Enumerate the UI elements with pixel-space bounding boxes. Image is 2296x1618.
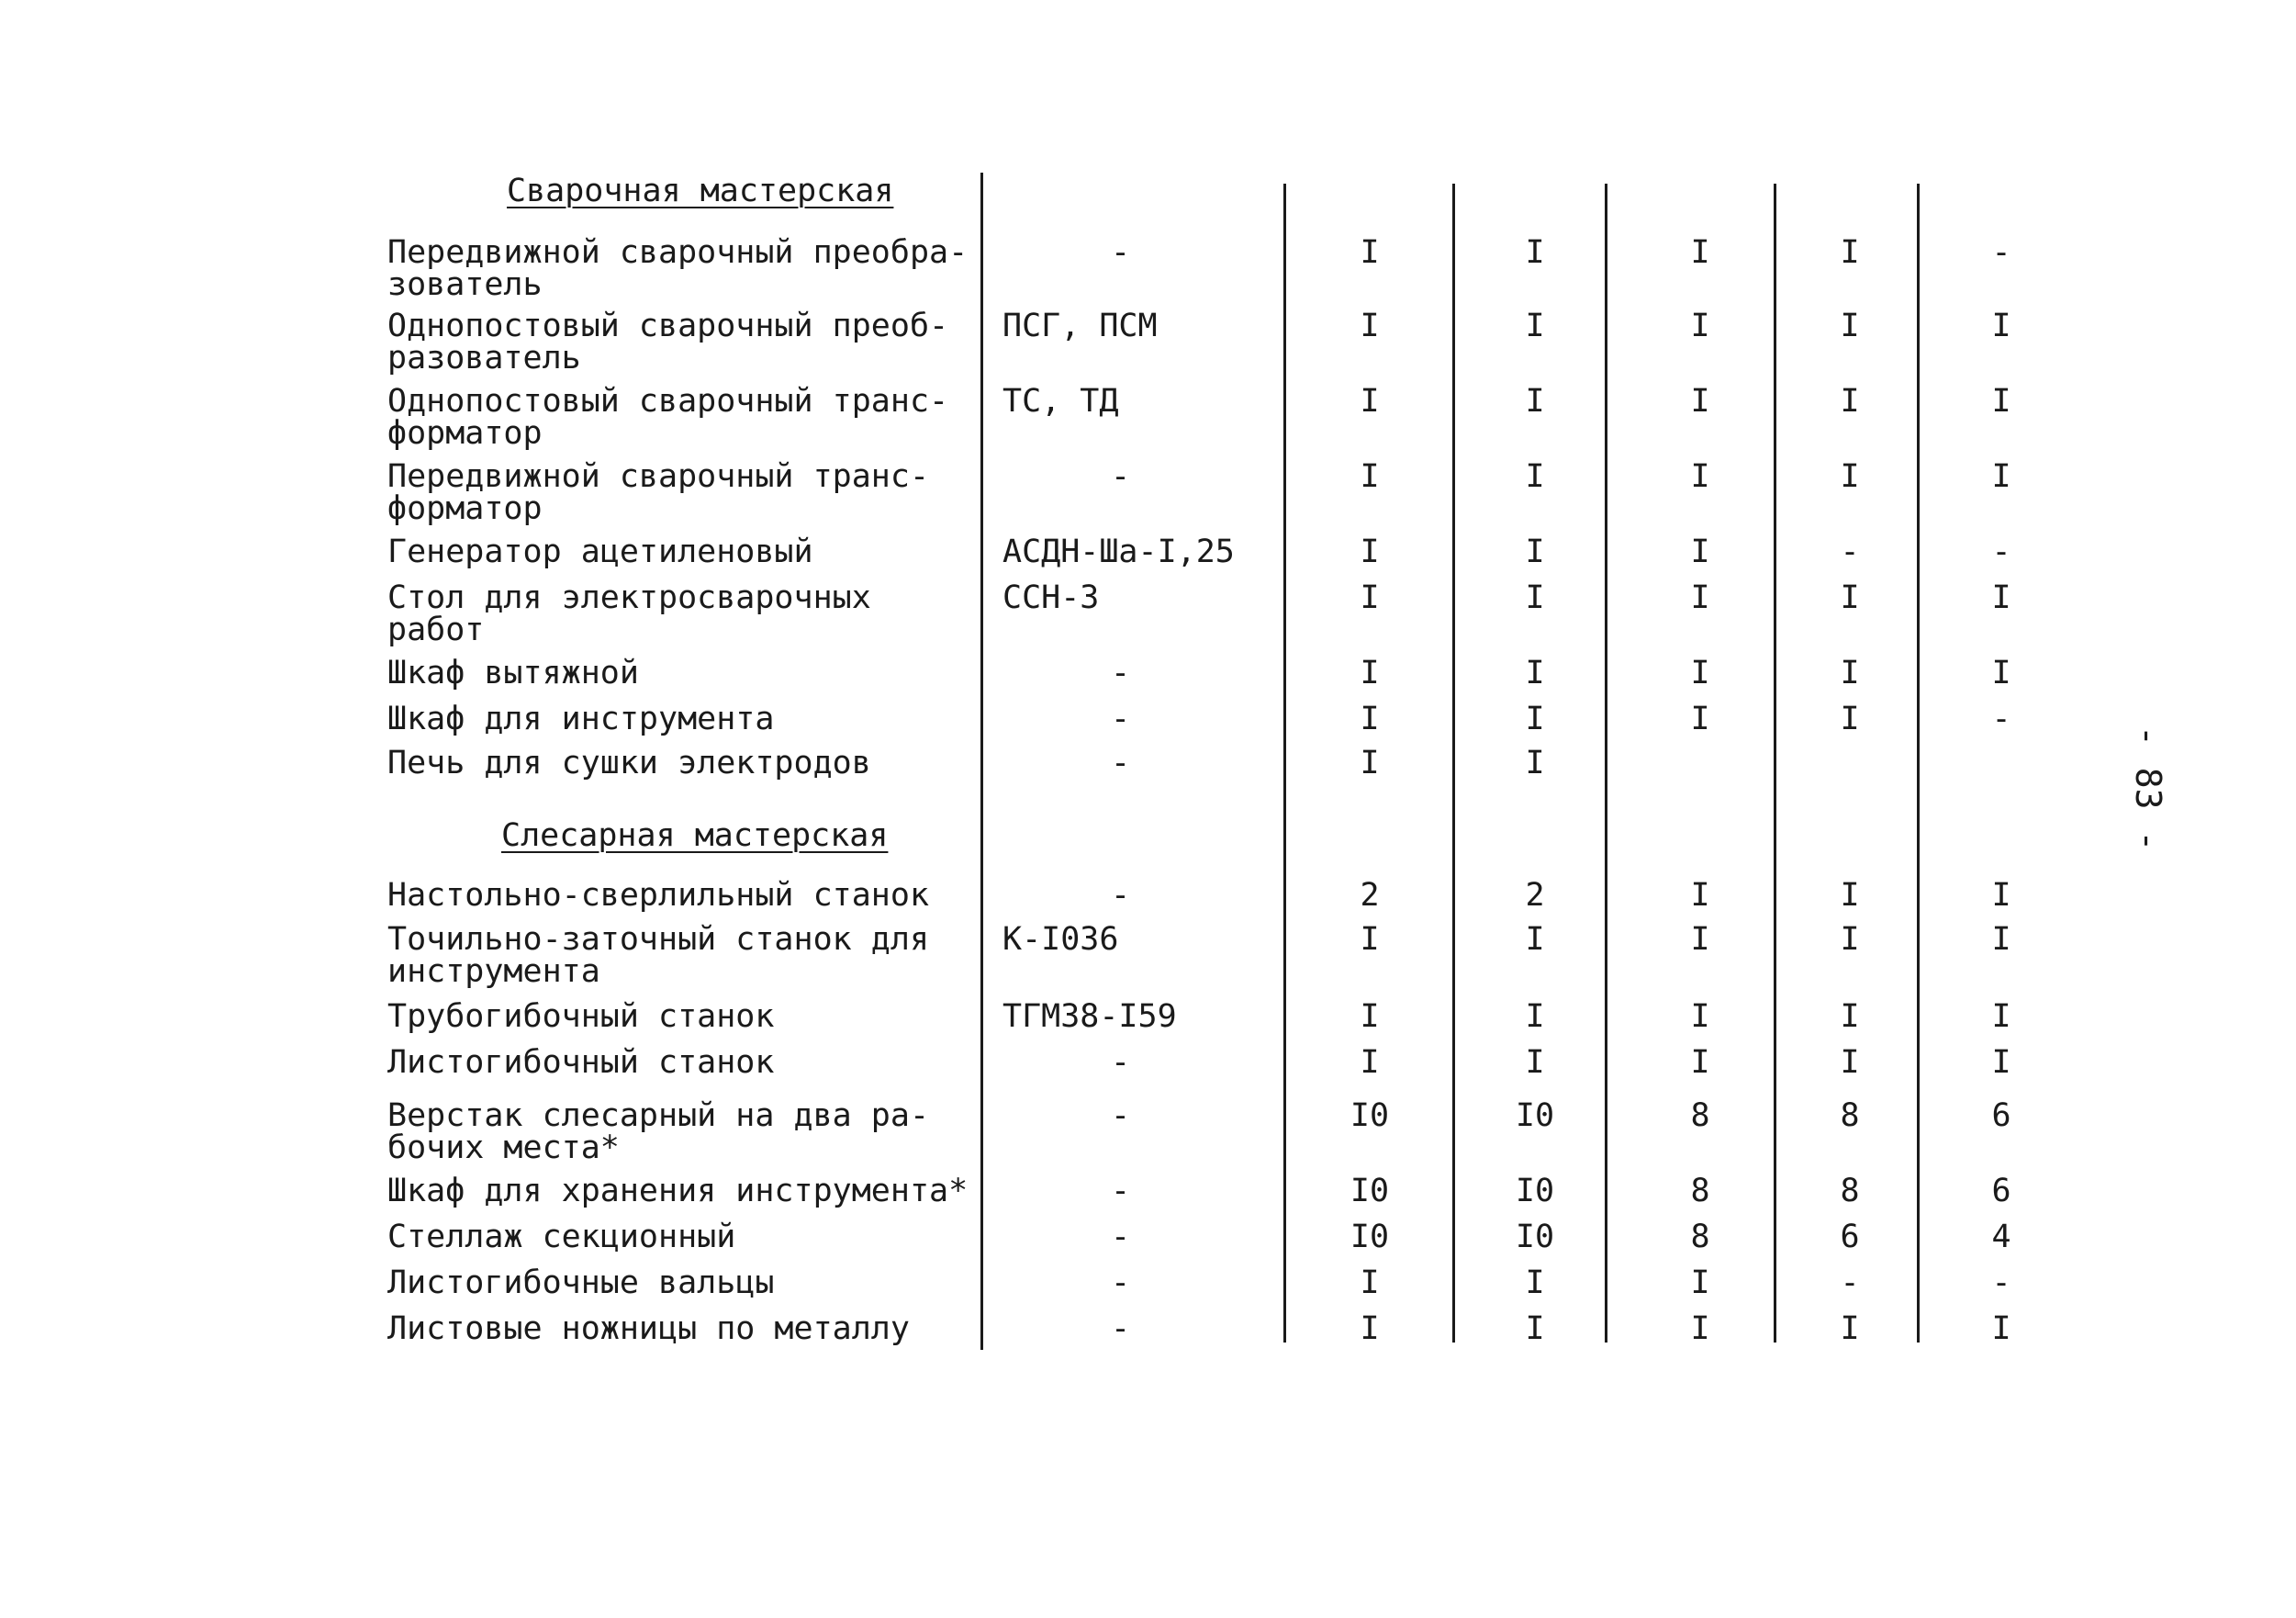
section-title-welding: Сварочная мастерская (507, 173, 894, 209)
qty-cell: I (1690, 921, 1710, 958)
equipment-name: Трубогибочный станок (387, 998, 775, 1035)
qty-cell: I (1690, 655, 1710, 691)
qty-cell: I (1690, 877, 1710, 914)
qty-cell: I (1360, 921, 1380, 958)
equipment-name: Настольно-сверлильный станок (387, 877, 930, 914)
qty-cell: 6 (1840, 1219, 1860, 1255)
qty-cell: I (1991, 655, 2011, 691)
qty-cell: I (1360, 383, 1380, 420)
column-rule (1774, 184, 1776, 1343)
qty-cell: I (1525, 701, 1545, 737)
qty-cell: I (1360, 534, 1380, 570)
qty-cell: I (1360, 234, 1380, 271)
qty-cell: I (1360, 998, 1380, 1035)
equipment-name: Передвижной сварочный транс- форматор (387, 458, 930, 527)
equipment-mark: - (1111, 655, 1131, 691)
qty-cell: I (1360, 1310, 1380, 1347)
qty-cell: 8 (1690, 1097, 1710, 1134)
qty-cell: I (1690, 308, 1710, 344)
qty-cell: 6 (1991, 1097, 2011, 1134)
section-title-locksmith: Слесарная мастерская (501, 817, 889, 854)
qty-cell: 8 (1840, 1173, 1860, 1209)
qty-cell: I (1690, 1044, 1710, 1081)
qty-cell: I (1991, 383, 2011, 420)
qty-cell: I (1991, 921, 2011, 958)
qty-cell: 8 (1690, 1219, 1710, 1255)
equipment-mark: ТС, ТД (1002, 383, 1119, 420)
qty-cell: I (1690, 998, 1710, 1035)
qty-cell: I (1690, 534, 1710, 570)
qty-cell: I (1360, 655, 1380, 691)
qty-cell: - (1991, 1264, 2011, 1301)
qty-cell: I (1840, 1310, 1860, 1347)
qty-cell: - (1991, 534, 2011, 570)
equipment-mark: ПСГ, ПСМ (1002, 308, 1158, 344)
qty-cell: I (1840, 655, 1860, 691)
equipment-mark: - (1111, 877, 1131, 914)
qty-cell: I (1360, 745, 1380, 781)
qty-cell: 2 (1360, 877, 1380, 914)
equipment-mark: - (1111, 1044, 1131, 1081)
equipment-name: Шкаф для хранения инструмента* (387, 1173, 969, 1209)
equipment-mark: - (1111, 701, 1131, 737)
qty-cell: I (1360, 1044, 1380, 1081)
equipment-name: Листогибочные вальцы (387, 1264, 775, 1301)
equipment-name: Шкаф для инструмента (387, 701, 775, 737)
qty-cell: I (1525, 921, 1545, 958)
qty-cell: I (1525, 1310, 1545, 1347)
column-rule (980, 173, 983, 1350)
qty-cell: I0 (1350, 1173, 1390, 1209)
equipment-name: Верстак слесарный на два ра- бочих места* (387, 1097, 930, 1166)
qty-cell: I (1991, 579, 2011, 616)
equipment-mark: - (1111, 1173, 1131, 1209)
equipment-name: Стол для электросварочных работ (387, 579, 871, 648)
qty-cell: I (1525, 383, 1545, 420)
qty-cell: I (1525, 655, 1545, 691)
column-rule (1283, 184, 1286, 1343)
qty-cell: I0 (1515, 1097, 1555, 1134)
column-rule (1605, 184, 1607, 1343)
qty-cell: I (1991, 1310, 2011, 1347)
qty-cell: I (1690, 1264, 1710, 1301)
equipment-name: Шкаф вытяжной (387, 655, 639, 691)
qty-cell: 2 (1525, 877, 1545, 914)
equipment-name: Листовые ножницы по металлу (387, 1310, 910, 1347)
equipment-mark: - (1111, 1097, 1131, 1134)
qty-cell: 8 (1840, 1097, 1860, 1134)
equipment-name: Передвижной сварочный преобра- зователь (387, 234, 969, 303)
qty-cell: I (1991, 998, 2011, 1035)
equipment-mark: ССН-3 (1002, 579, 1100, 616)
equipment-name: Печь для сушки электродов (387, 745, 871, 781)
qty-cell: 4 (1991, 1219, 2011, 1255)
qty-cell: I (1360, 579, 1380, 616)
qty-cell: I (1840, 998, 1860, 1035)
qty-cell: I (1840, 579, 1860, 616)
qty-cell: I (1690, 458, 1710, 495)
equipment-name: Генератор ацетиленовый (387, 534, 813, 570)
qty-cell: I (1991, 308, 2011, 344)
qty-cell: I0 (1515, 1173, 1555, 1209)
qty-cell: I (1525, 458, 1545, 495)
qty-cell: I (1525, 998, 1545, 1035)
equipment-mark: АСДН-Ша-I,25 (1002, 534, 1235, 570)
qty-cell: I (1991, 877, 2011, 914)
equipment-mark: - (1111, 1310, 1131, 1347)
equipment-name: Точильно-заточный станок для инструмента (387, 921, 930, 990)
column-rule (1917, 184, 1920, 1343)
qty-cell: I (1525, 745, 1545, 781)
qty-cell: I (1360, 458, 1380, 495)
equipment-name: Однопостовый сварочный преоб- разователь (387, 308, 949, 376)
qty-cell: I0 (1350, 1219, 1390, 1255)
qty-cell: I (1525, 1044, 1545, 1081)
equipment-name: Стеллаж секционный (387, 1219, 736, 1255)
equipment-mark: - (1111, 234, 1131, 271)
qty-cell: I (1991, 1044, 2011, 1081)
qty-cell: I (1360, 308, 1380, 344)
qty-cell: I (1690, 579, 1710, 616)
qty-cell: I0 (1350, 1097, 1390, 1134)
qty-cell: I (1525, 1264, 1545, 1301)
qty-cell: I (1690, 1310, 1710, 1347)
qty-cell: I (1840, 234, 1860, 271)
qty-cell: I (1840, 877, 1860, 914)
qty-cell: I (1525, 579, 1545, 616)
qty-cell: I (1991, 458, 2011, 495)
qty-cell: I (1525, 308, 1545, 344)
qty-cell: I0 (1515, 1219, 1555, 1255)
qty-cell: I (1690, 701, 1710, 737)
page-number: - 83 - (2128, 725, 2168, 852)
equipment-mark: К-I036 (1002, 921, 1119, 958)
qty-cell: I (1840, 308, 1860, 344)
qty-cell: I (1360, 1264, 1380, 1301)
qty-cell: - (1991, 701, 2011, 737)
qty-cell: 8 (1690, 1173, 1710, 1209)
qty-cell: I (1840, 1044, 1860, 1081)
qty-cell: 6 (1991, 1173, 2011, 1209)
qty-cell: I (1840, 701, 1860, 737)
equipment-mark: - (1111, 1264, 1131, 1301)
qty-cell: - (1991, 234, 2011, 271)
qty-cell: I (1360, 701, 1380, 737)
qty-cell: I (1525, 534, 1545, 570)
equipment-mark: - (1111, 1219, 1131, 1255)
qty-cell: I (1690, 234, 1710, 271)
equipment-mark: - (1111, 458, 1131, 495)
column-rule (1452, 184, 1455, 1343)
qty-cell: - (1840, 534, 1860, 570)
qty-cell: I (1840, 921, 1860, 958)
qty-cell: I (1840, 458, 1860, 495)
equipment-name: Однопостовый сварочный транс- форматор (387, 383, 949, 452)
equipment-name: Листогибочный станок (387, 1044, 775, 1081)
equipment-mark: ТГМ38-I59 (1002, 998, 1177, 1035)
equipment-mark: - (1111, 745, 1131, 781)
qty-cell: I (1840, 383, 1860, 420)
qty-cell: - (1840, 1264, 1860, 1301)
qty-cell: I (1690, 383, 1710, 420)
qty-cell: I (1525, 234, 1545, 271)
